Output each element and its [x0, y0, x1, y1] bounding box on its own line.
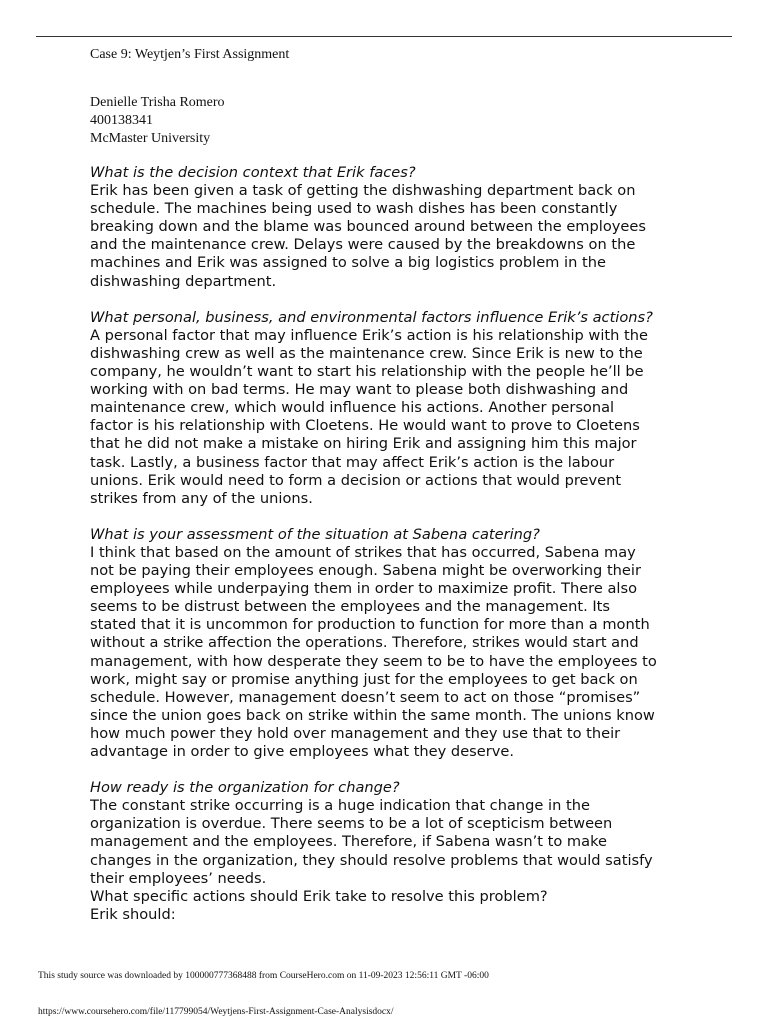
section-line: schedule. The machines being used to wash dishes has been constantly: [90, 200, 618, 218]
section-line: A personal factor that may influence Erik’s action is his relationship with the: [90, 326, 648, 344]
section-line: management, with how desperate they seem to be to have the employees to: [90, 652, 657, 670]
section-change-readiness: [90, 779, 690, 924]
student-id: 400138341: [90, 113, 153, 128]
section-line: and the maintenance crew. Delays were caused by the breakdowns on the: [90, 236, 636, 254]
section-line: seems to be distrust between the employees and the management. Its: [90, 598, 611, 616]
section-line: Erik should:: [90, 905, 176, 923]
case-title: Case 9: Weytjen’s First Assignment: [90, 47, 290, 62]
section-line: company, he wouldn’t want to start his relationship with the people he’ll be: [90, 363, 644, 381]
section-line: working with on bad terms. He may want to please both dishwashing and: [90, 381, 629, 399]
section-line: since the union goes back on strike within the same month. The unions know: [90, 706, 655, 724]
section-question: What personal, business, and environmental factors influence Erik’s actions?: [90, 308, 653, 326]
author-block: [90, 94, 225, 148]
document-body: [90, 164, 690, 942]
section-question: What is the decision context that Erik faces?: [90, 164, 416, 181]
section-line: dishwashing crew as well as the maintenance crew. Since Erik is new to the: [90, 344, 643, 362]
section-line: What specific actions should Erik take to resolve this problem?: [90, 887, 548, 905]
section-line: schedule. However, management doesn’t seem to act on those “promises”: [90, 688, 641, 706]
section-decision-context: [90, 164, 690, 291]
header-rule: [36, 36, 732, 37]
section-line: dishwashing department.: [90, 272, 277, 290]
footer-url[interactable]: https://www.coursehero.com/file/117799054/Weytjens-First-Assignment-Case-Analysisdocx/: [38, 1007, 394, 1017]
section-line: factor is his relationship with Cloetens. He would want to prove to Cloetens: [90, 417, 640, 435]
section-line: management and the employees. Therefore, if Sabena wasn’t to make: [90, 833, 608, 851]
author-name: Denielle Trisha Romero: [90, 95, 225, 110]
footer-source-note: This study source was downloaded by 100000777368488 from CourseHero.com on 11-09-2023 12:56:11 GMT -06:00: [38, 971, 489, 981]
section-line: their employees’ needs.: [90, 869, 267, 887]
section-line: stated that it is uncommon for production to function for more than a month: [90, 616, 650, 634]
section-line: without a strike affection the operations. Therefore, strikes would start and: [90, 634, 639, 652]
section-line: changes in the organization, they should resolve problems that would satisfy: [90, 851, 653, 869]
section-line: The constant strike occurring is a huge indication that change in the: [90, 797, 590, 815]
section-line: work, might say or promise anything just for the employees to get back on: [90, 670, 638, 688]
section-line: I think that based on the amount of strikes that has occurred, Sabena may: [90, 543, 636, 561]
section-question: How ready is the organization for change?: [90, 779, 400, 797]
section-situation-assessment: [90, 526, 690, 761]
section-line: machines and Erik was assigned to solve a big logistics problem in the: [90, 254, 606, 272]
section-line: that he did not make a mistake on hiring Erik and assigning him this major: [90, 435, 637, 453]
section-line: not be paying their employees enough. Sabena might be overworking their: [90, 562, 641, 580]
section-influencing-factors: [90, 309, 690, 508]
section-line: maintenance crew, which would influence his actions. Another personal: [90, 399, 615, 417]
section-line: how much power they hold over management and they use that to their: [90, 724, 621, 742]
section-line: breaking down and the blame was bounced around between the employees: [90, 218, 646, 236]
section-line: strikes from any of the unions.: [90, 489, 313, 507]
section-line: employees while underpaying them in order to maximize profit. There also: [90, 580, 638, 598]
university: McMaster University: [90, 131, 211, 146]
section-line: Erik has been given a task of getting the dishwashing department back on: [90, 182, 636, 200]
section-line: advantage in order to give employees what they deserve.: [90, 743, 515, 760]
section-line: task. Lastly, a business factor that may affect Erik’s action is the labour: [90, 453, 615, 471]
section-line: unions. Erik would need to form a decision or actions that would prevent: [90, 471, 622, 489]
section-line: organization is overdue. There seems to be a lot of scepticism between: [90, 815, 613, 833]
section-question: What is your assessment of the situation at Sabena catering?: [90, 525, 540, 543]
